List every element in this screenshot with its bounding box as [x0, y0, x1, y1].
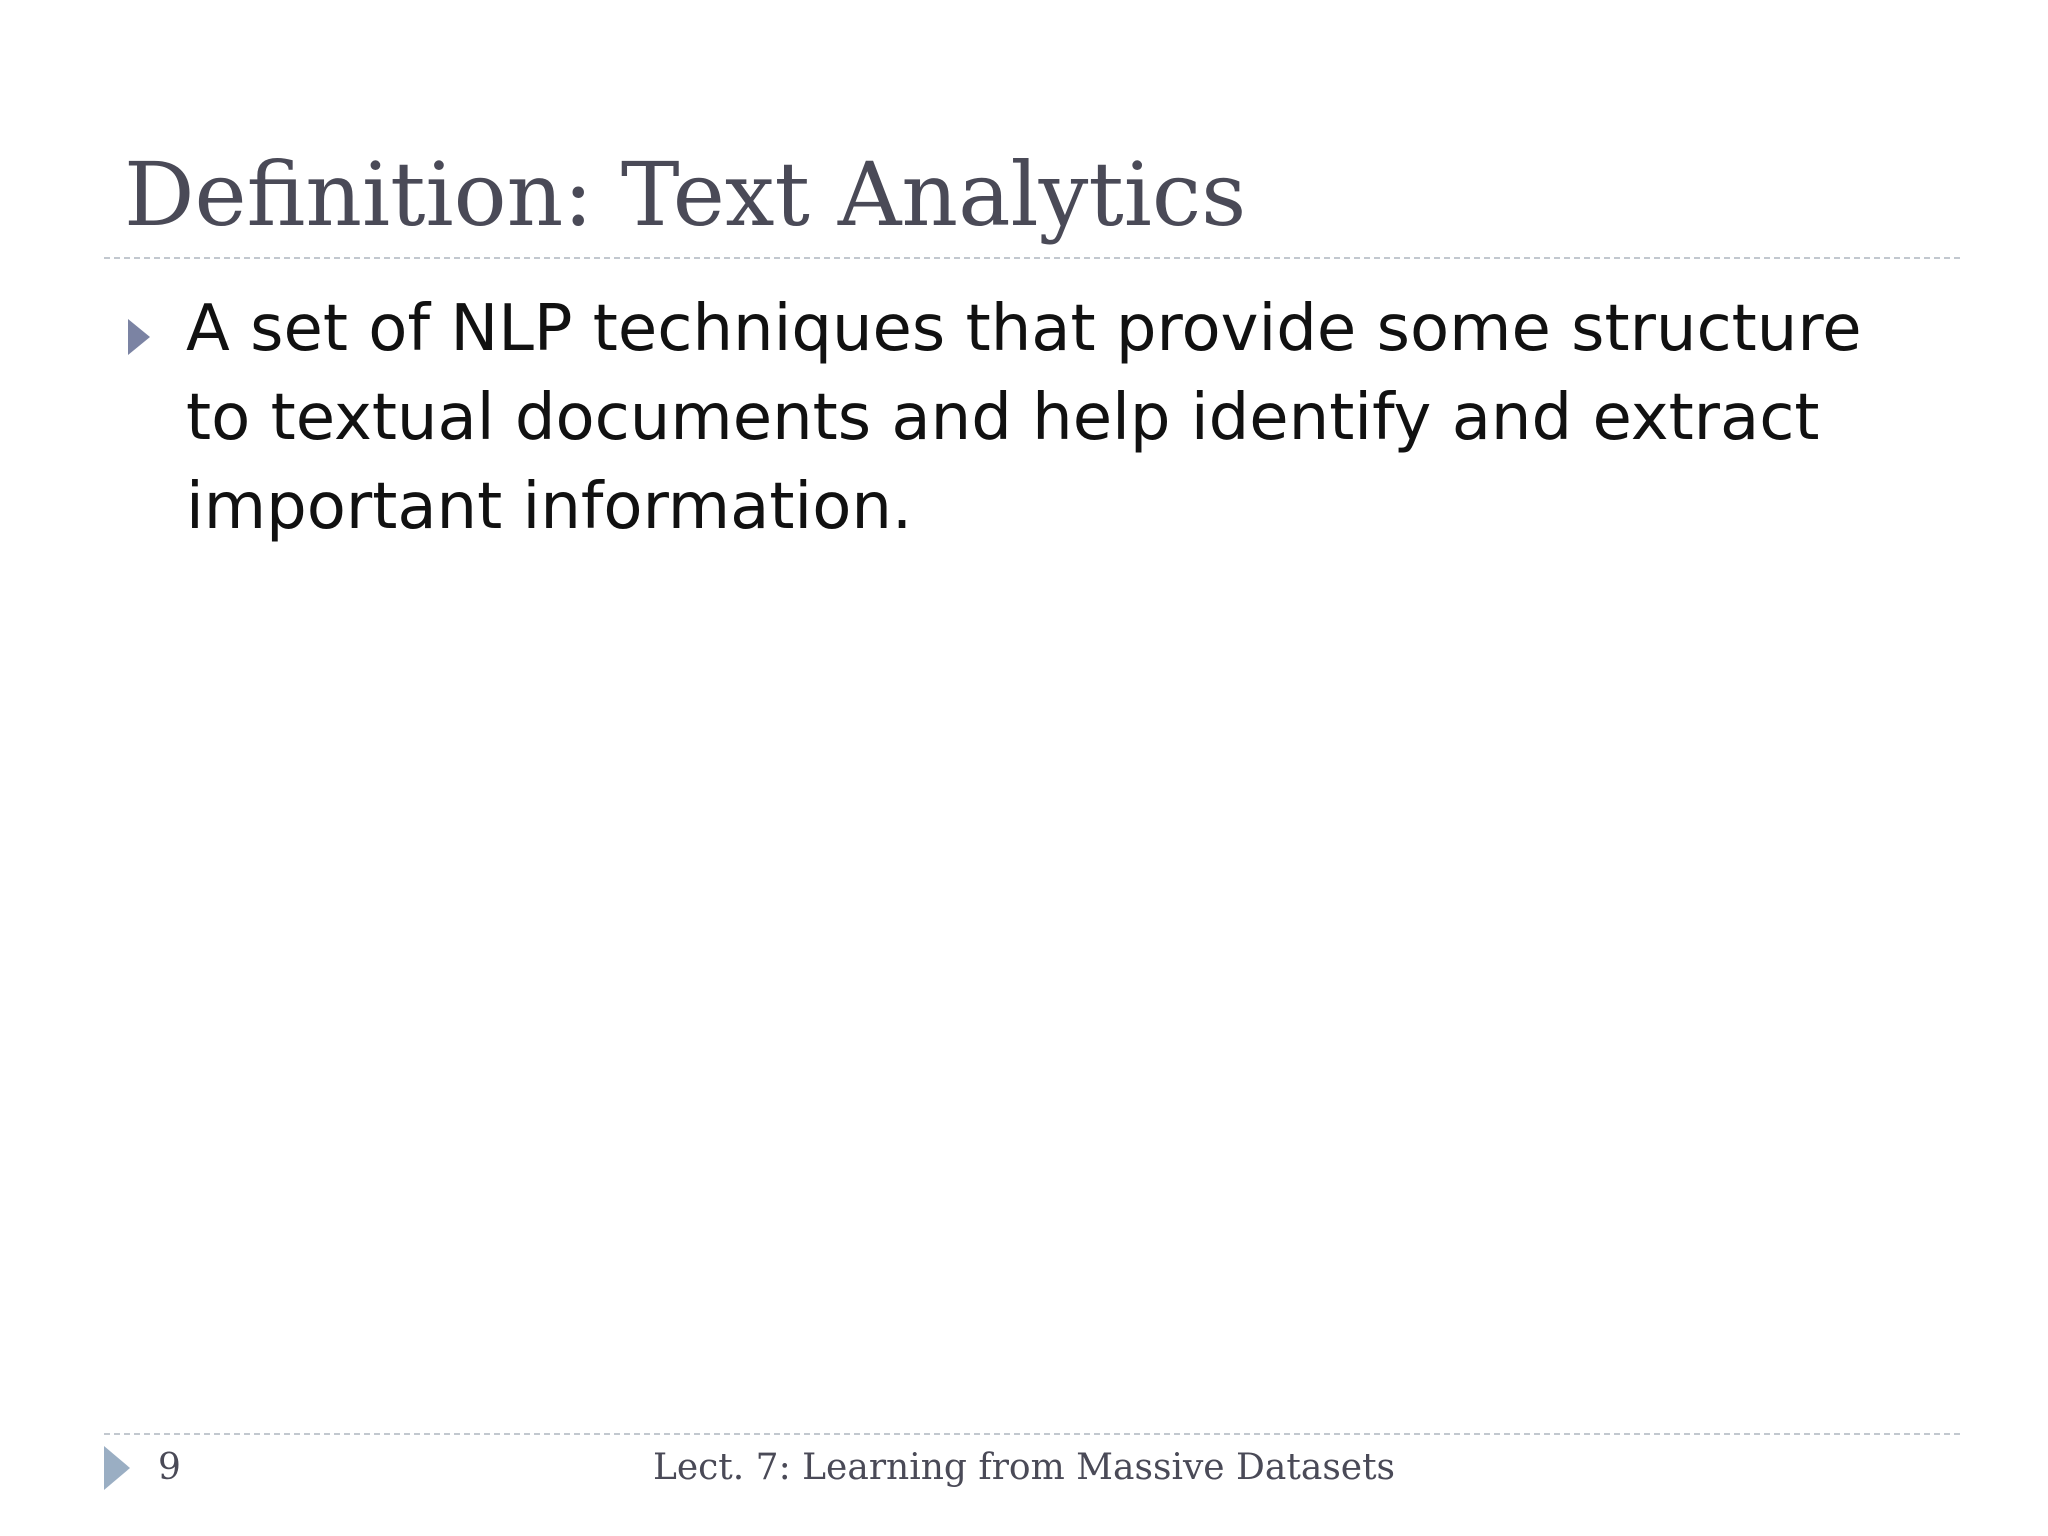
title-divider [104, 257, 1960, 259]
bullet-text: A set of NLP techniques that provide some structure to textual documents and help identify and extract important information. [186, 292, 1862, 544]
footer-divider [104, 1433, 1960, 1435]
page-number: 9 [158, 1447, 181, 1488]
triangle-right-icon [128, 319, 150, 355]
slide-title: Definition: Text Analytics [124, 143, 1247, 246]
footer-title: Lect. 7: Learning from Massive Datasets [652, 1447, 1396, 1488]
